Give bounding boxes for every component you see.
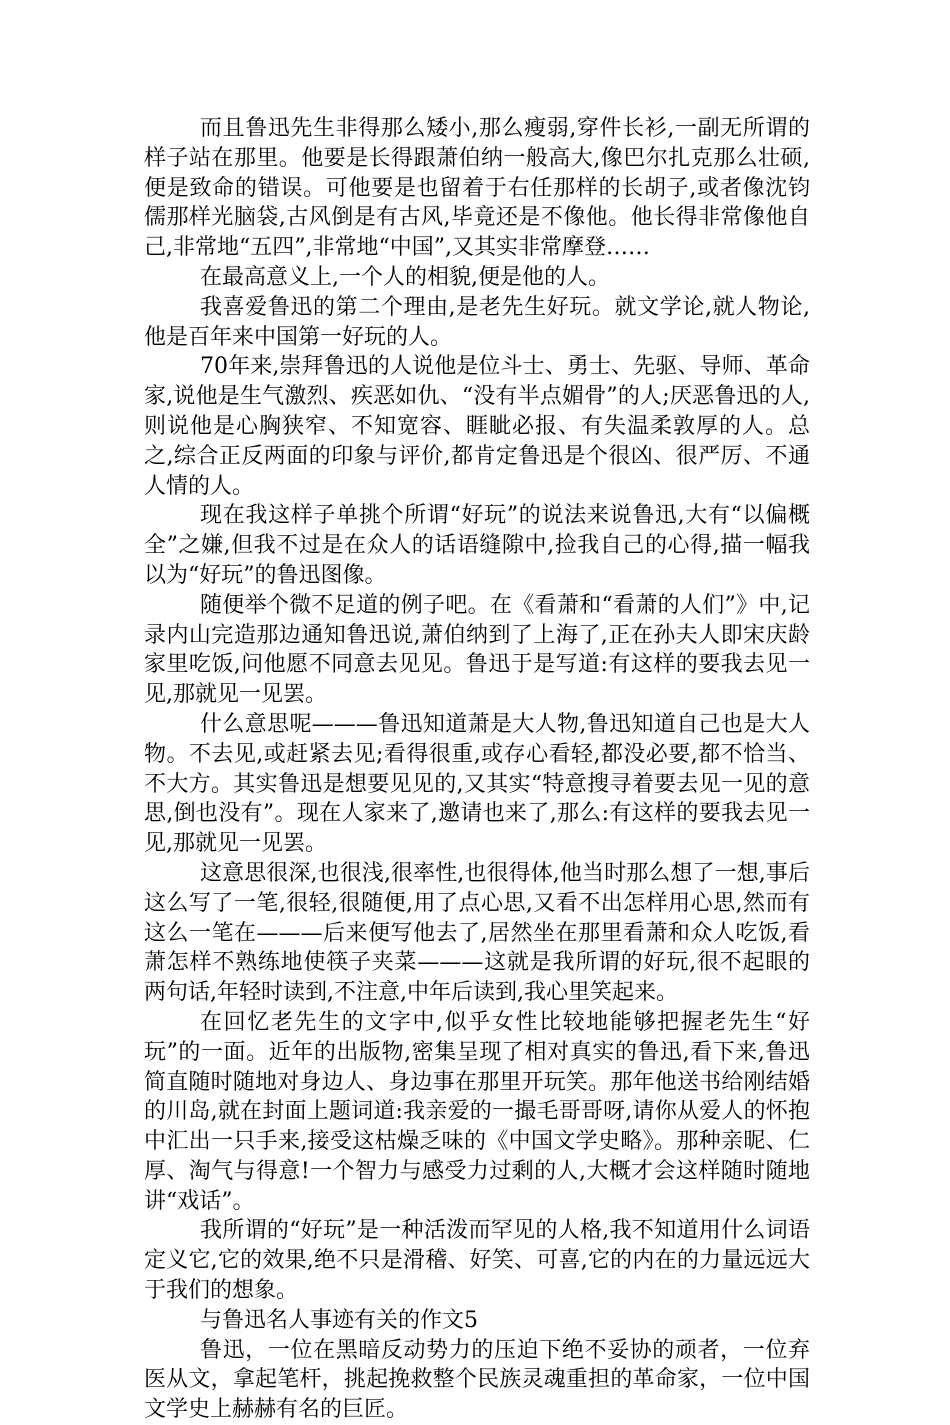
- paragraph-example: 随便举个微不足道的例子吧。在《看萧和“看萧的人们”》中,记录内山完造那边通知鲁迅说,萧伯纳到了上海了,正在孙夫人即宋庆龄家里吃饭,问他愿不同意去见见。鲁迅于是写道:有这样的要我去见一见,那就见一见罢。: [144, 592, 810, 708]
- paragraph-second-reason: 我喜爱鲁迅的第二个理由,是老先生好玩。就文学论,就人物论,他是百年来中国第一好玩的人。: [144, 294, 810, 350]
- paragraph-lu-xun-intro: 鲁迅，一位在黑暗反动势力的压迫下绝不妥协的顽者，一位弃医从文，拿起笔杆，挑起挽救整个民族灵魂重担的革命家，一位中国文学史上赫赫有名的巨匠。: [144, 1337, 810, 1423]
- document-body: [144, 114, 810, 1425]
- paragraph-appearance: 而且鲁迅先生非得那么矮小,那么瘦弱,穿件长衫,一副无所谓的样子站在那里。他要是长得跟萧伯纳一般高大,像巴尔扎克那么壮硕,便是致命的错误。可他要是也留着于右任那样的长胡子,或者像沈钧儒那样光脑袋,古风倒是有古风,毕竟还是不像他。他长得非常像他自己,非常地“五四”,非常地“中国”,又其实非常摩登……: [144, 116, 810, 261]
- paragraph-seventy-years: 70年来,崇拜鲁迅的人说他是位斗士、勇士、先驱、导师、革命家,说他是生气激烈、疾恶如仇、“没有半点媚骨”的人;厌恶鲁迅的人,则说他是心胸狭窄、不知宽容、睚眦必报、有失温柔敦厚的人。总之,综合正反两面的印象与评价,都肯定鲁迅是个很凶、很严厉、不通人情的人。: [144, 354, 810, 499]
- paragraph-fun-image: 现在我这样子单挑个所谓“好玩”的说法来说鲁迅,大有“以偏概全”之嫌,但我不过是在众人的话语缝隙中,捡我自己的心得,描一幅我以为“好玩”的鲁迅图像。: [144, 503, 810, 588]
- paragraph-highest-meaning: 在最高意义上,一个人的相貌,便是他的人。: [200, 264, 610, 290]
- paragraph-meaning: 什么意思呢———鲁迅知道萧是大人物,鲁迅知道自己也是大人物。不去见,或赶紧去见;看得很重,或存心看轻,都没必要,都不恰当、不大方。其实鲁迅是想要见见的,又其实“特意搜寻着要去见一见的意思,倒也没有”。现在人家来了,邀请也来了,那么:有这样的要我去见一见,那就见一见罢。: [144, 711, 810, 857]
- paragraph-personality: 我所谓的“好玩”是一种活泼而罕见的人格,我不知道用什么词语定义它,它的效果,绝不只是滑稽、好笑、可喜,它的内在的力量远远大于我们的想象。: [144, 1218, 810, 1304]
- paragraph-deep-shallow: 这意思很深,也很浅,很率性,也很得体,他当时那么想了一想,事后这么写了一笔,很轻,很随便,用了点心思,又看不出怎样用心思,然而有这么一笔在———后来便写他去了,居然坐在那里看萧和众人吃饭,看萧怎样不熟练地使筷子夹菜———这就是我所谓的好玩,很不起眼的两句话,年轻时读到,不注意,中年后读到,我心里笑起来。: [144, 860, 810, 1006]
- section-heading: 与鲁迅名人事迹有关的作文5: [200, 1307, 478, 1333]
- paragraph-memories: 在回忆老先生的文字中,似乎女性比较地能够把握老先生“好玩”的一面。近年的出版物,密集呈现了相对真实的鲁迅,看下来,鲁迅简直随时随地对身边人、身边事在那里开玩笑。那年他送书给刚结婚的川岛,就在封面上题词道:我亲爱的一撮毛哥哥呀,请你从爱人的怀抱中汇出一只手来,接受这枯燥乏味的《中国文学史略》。那种亲昵、仁厚、淘气与得意!一个智力与感受力过剩的人,大概才会这样随时随地讲“戏话”。: [144, 1009, 810, 1214]
